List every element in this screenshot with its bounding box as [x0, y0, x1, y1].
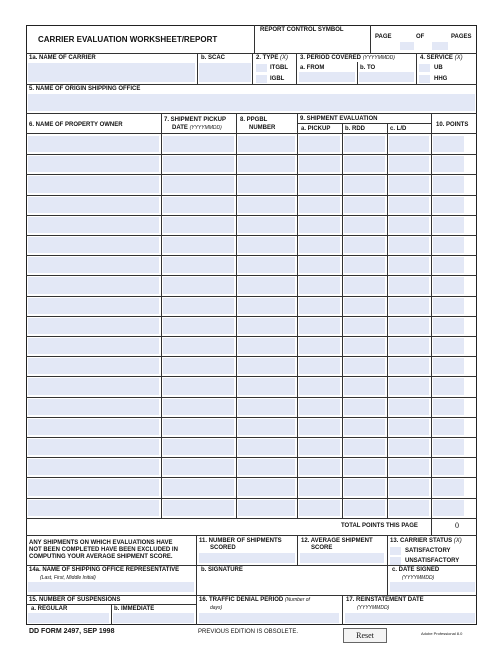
points-cell[interactable] [433, 176, 464, 192]
eval-ld-cell[interactable] [389, 419, 429, 435]
carrier-name-field[interactable] [28, 63, 195, 82]
pickup-date-cell[interactable] [163, 419, 234, 435]
report-control-symbol-label: REPORT CONTROL SYMBOL [260, 27, 344, 33]
owner-cell[interactable] [28, 338, 159, 354]
pickup-date-cell[interactable] [163, 500, 234, 516]
pickup-date-cell[interactable] [163, 378, 234, 394]
points-cell[interactable] [433, 419, 464, 435]
reinstatement-field[interactable] [345, 613, 475, 623]
eval-pickup-cell[interactable] [299, 197, 340, 213]
eval-pickup-cell[interactable] [299, 156, 340, 172]
pickup-date-cell[interactable] [163, 358, 234, 374]
owner-cell[interactable] [28, 156, 159, 172]
points-cell[interactable] [433, 459, 464, 475]
eval-rdd-cell[interactable] [344, 257, 385, 273]
owner-cell[interactable] [28, 479, 159, 495]
eval-pickup-cell[interactable] [299, 439, 340, 455]
eval-rdd-cell[interactable] [344, 479, 385, 495]
eval-pickup-cell[interactable] [299, 500, 340, 516]
pickup-date-cell[interactable] [163, 277, 234, 293]
points-cell[interactable] [433, 136, 464, 152]
status-unsatisfactory-label: UNSATISFACTORY [405, 558, 460, 564]
points-cell[interactable] [433, 399, 464, 415]
denial-period-label: 16. TRAFFIC DENIAL PERIOD (Number of [199, 597, 310, 603]
ppgbl-column-header-line1: 8. PPGBL [240, 117, 268, 123]
ppgbl-cell[interactable] [238, 176, 295, 192]
shipments-scored-field[interactable] [199, 553, 295, 563]
service-ub-label: UB [434, 65, 443, 71]
eval-ld-cell[interactable] [389, 318, 429, 334]
form-id: DD FORM 2497, SEP 1998 [29, 628, 115, 635]
date-signed-format: (YYYYMMDD) [402, 575, 435, 581]
eval-ld-cell[interactable] [389, 277, 429, 293]
eval-ld-column-header: c. L/D [390, 126, 407, 132]
shipments-scored-label-line1: 11. NUMBER OF SHIPMENTS [199, 538, 282, 544]
eval-rdd-cell[interactable] [344, 419, 385, 435]
eval-rdd-cell[interactable] [344, 500, 385, 516]
pickup-date-cell[interactable] [163, 156, 234, 172]
points-cell[interactable] [433, 277, 464, 293]
eval-pickup-cell[interactable] [299, 257, 340, 273]
pickup-date-cell[interactable] [163, 479, 234, 495]
owner-cell[interactable] [28, 318, 159, 334]
ppgbl-cell[interactable] [238, 378, 295, 394]
from-label: a. FROM [300, 65, 325, 71]
ppgbl-cell[interactable] [238, 197, 295, 213]
regular-suspensions-label: a. REGULAR [31, 606, 68, 612]
immediate-suspensions-label: b. IMMEDIATE [114, 606, 155, 612]
ppgbl-cell[interactable] [238, 419, 295, 435]
owner-cell[interactable] [28, 358, 159, 374]
eval-rdd-cell[interactable] [344, 378, 385, 394]
eval-pickup-cell[interactable] [299, 217, 340, 233]
reinstatement-label: 17. REINSTATEMENT DATE [346, 597, 424, 603]
pickup-date-cell[interactable] [163, 257, 234, 273]
owner-cell[interactable] [28, 459, 159, 475]
eval-rdd-cell[interactable] [344, 176, 385, 192]
row-divider [26, 174, 477, 175]
eval-ld-cell[interactable] [389, 136, 429, 152]
total-pages-field[interactable] [432, 42, 448, 50]
eval-pickup-cell[interactable] [299, 399, 340, 415]
denial-period-format: days) [210, 605, 223, 611]
eval-ld-cell[interactable] [389, 237, 429, 253]
eval-rdd-cell[interactable] [344, 459, 385, 475]
eval-rdd-cell[interactable] [344, 358, 385, 374]
scac-field[interactable] [199, 63, 251, 82]
eval-pickup-cell[interactable] [299, 318, 340, 334]
owner-cell[interactable] [28, 378, 159, 394]
exclusion-notice-line1: ANY SHIPMENTS ON WHICH EVALUATIONS HAVE [29, 540, 173, 546]
carrier-name-label: 1a. NAME OF CARRIER [29, 55, 96, 61]
row-divider [26, 255, 477, 256]
total-points-label: TOTAL POINTS THIS PAGE [341, 523, 418, 529]
form-title: CARRIER EVALUATION WORKSHEET/REPORT [38, 35, 218, 44]
points-cell[interactable] [433, 197, 464, 213]
status-satisfactory-label: SATISFACTORY [405, 548, 451, 554]
eval-pickup-cell[interactable] [299, 479, 340, 495]
page-number-field[interactable] [400, 42, 414, 50]
date-signed-label: c. DATE SIGNED [392, 567, 440, 573]
points-cell[interactable] [433, 500, 464, 516]
owner-cell[interactable] [28, 500, 159, 516]
eval-rdd-cell[interactable] [344, 136, 385, 152]
adobe-version-note: Adobe Professional 8.0 [421, 631, 463, 636]
points-cell[interactable] [433, 217, 464, 233]
ppgbl-cell[interactable] [238, 459, 295, 475]
row-divider [26, 215, 477, 216]
eval-pickup-cell[interactable] [299, 459, 340, 475]
ppgbl-cell[interactable] [238, 156, 295, 172]
avg-score-label-line2: SCORE [311, 545, 333, 551]
eval-rdd-cell[interactable] [344, 217, 385, 233]
eval-rdd-cell[interactable] [344, 338, 385, 354]
service-ub-checkbox[interactable] [419, 64, 430, 72]
type-itgbl-checkbox[interactable] [256, 64, 267, 72]
type-igbl-label: IGBL [270, 76, 285, 82]
owner-cell[interactable] [28, 419, 159, 435]
eval-rdd-cell[interactable] [344, 399, 385, 415]
period-from-field[interactable] [299, 72, 355, 82]
eval-pickup-cell[interactable] [299, 237, 340, 253]
ppgbl-cell[interactable] [238, 399, 295, 415]
type-igbl-checkbox[interactable] [256, 75, 267, 83]
eval-rdd-cell[interactable] [344, 298, 385, 314]
eval-ld-cell[interactable] [389, 338, 429, 354]
suspensions-label: 15. NUMBER OF SUSPENSIONS [29, 597, 121, 603]
reinstatement-format: (YYYYMMDD) [357, 605, 390, 611]
points-cell[interactable] [433, 439, 464, 455]
eval-pickup-cell[interactable] [299, 298, 340, 314]
owner-column-header: 6. NAME OF PROPERTY OWNER [29, 122, 123, 128]
points-cell[interactable] [433, 156, 464, 172]
scac-label: b. SCAC [201, 55, 225, 61]
pickup-date-cell[interactable] [163, 439, 234, 455]
eval-ld-cell[interactable] [389, 217, 429, 233]
points-cell[interactable] [433, 358, 464, 374]
status-unsatisfactory-checkbox[interactable] [390, 557, 401, 565]
owner-cell[interactable] [28, 439, 159, 455]
ppgbl-cell[interactable] [238, 277, 295, 293]
rep-name-field[interactable] [28, 582, 194, 592]
avg-score-field[interactable] [300, 553, 384, 563]
owner-cell[interactable] [28, 277, 159, 293]
points-cell[interactable] [433, 257, 464, 273]
pickup-date-cell[interactable] [163, 298, 234, 314]
eval-ld-cell[interactable] [389, 358, 429, 374]
points-cell[interactable] [433, 338, 464, 354]
eval-ld-cell[interactable] [389, 439, 429, 455]
ppgbl-cell[interactable] [238, 257, 295, 273]
points-cell[interactable] [433, 378, 464, 394]
eval-rdd-cell[interactable] [344, 277, 385, 293]
service-hhg-label: HHG [434, 76, 448, 82]
row-divider [26, 417, 477, 418]
service-hhg-checkbox[interactable] [419, 75, 430, 83]
owner-cell[interactable] [28, 298, 159, 314]
points-cell[interactable] [433, 237, 464, 253]
points-cell[interactable] [433, 479, 464, 495]
type-label: 2. TYPE (X) [256, 55, 289, 61]
owner-cell[interactable] [28, 136, 159, 152]
eval-rdd-column-header: b. RDD [345, 126, 365, 132]
row-divider [26, 275, 477, 276]
eval-rdd-cell[interactable] [344, 318, 385, 334]
page-label: PAGE [375, 34, 392, 40]
eval-ld-cell[interactable] [389, 479, 429, 495]
row-divider [26, 356, 477, 357]
eval-rdd-cell[interactable] [344, 439, 385, 455]
rep-name-label: 14a. NAME OF SHIPPING OFFICE REPRESENTATIVE [29, 567, 180, 573]
eval-ld-cell[interactable] [389, 459, 429, 475]
ppgbl-cell[interactable] [238, 439, 295, 455]
eval-pickup-cell[interactable] [299, 176, 340, 192]
pickup-date-cell[interactable] [163, 318, 234, 334]
eval-pickup-column-header: a. PICKUP [301, 126, 331, 132]
row-divider [26, 296, 477, 297]
total-points-value: 0 [455, 521, 459, 530]
service-label: 4. SERVICE (X) [420, 55, 463, 61]
row-divider [26, 154, 477, 155]
row-divider [26, 376, 477, 377]
ppgbl-cell[interactable] [238, 500, 295, 516]
origin-office-field[interactable] [28, 94, 475, 111]
ppgbl-cell[interactable] [238, 318, 295, 334]
row-divider [26, 235, 477, 236]
regular-suspensions-field[interactable] [28, 613, 109, 623]
carrier-status-label: 13. CARRIER STATUS (X) [390, 538, 462, 544]
pickup-date-cell[interactable] [163, 237, 234, 253]
pickup-date-column-header-line1: 7. SHIPMENT PICKUP [164, 117, 227, 123]
row-divider [26, 498, 477, 499]
row-divider [26, 316, 477, 317]
rep-name-format: (Last, First, Middle Initial) [40, 575, 96, 581]
reset-button[interactable]: Reset [343, 628, 387, 643]
immediate-suspensions-field[interactable] [113, 613, 194, 623]
obsolete-notice: PREVIOUS EDITION IS OBSOLETE. [198, 629, 299, 635]
eval-ld-cell[interactable] [389, 156, 429, 172]
eval-ld-cell[interactable] [389, 257, 429, 273]
date-signed-field[interactable] [390, 582, 475, 592]
points-column-header: 10. POINTS [436, 122, 469, 128]
pickup-date-cell[interactable] [163, 136, 234, 152]
eval-ld-cell[interactable] [389, 378, 429, 394]
owner-cell[interactable] [28, 237, 159, 253]
shipments-scored-label-line2: SCORED [210, 545, 236, 551]
denial-period-field[interactable] [199, 613, 339, 623]
of-label: OF [416, 34, 425, 40]
owner-cell[interactable] [28, 197, 159, 213]
owner-cell[interactable] [28, 257, 159, 273]
eval-pickup-cell[interactable] [299, 277, 340, 293]
row-divider [26, 195, 477, 196]
ppgbl-cell[interactable] [238, 479, 295, 495]
points-cell[interactable] [433, 298, 464, 314]
row-divider [26, 477, 477, 478]
row-divider [26, 457, 477, 458]
eval-rdd-cell[interactable] [344, 197, 385, 213]
eval-pickup-cell[interactable] [299, 378, 340, 394]
owner-cell[interactable] [28, 217, 159, 233]
avg-score-label-line1: 12. AVERAGE SHIPMENT [301, 538, 373, 544]
period-to-field[interactable] [359, 72, 414, 82]
eval-pickup-cell[interactable] [299, 338, 340, 354]
pickup-date-column-header-line2: DATE (YYYYMMDD) [172, 125, 222, 131]
to-label: b. TO [360, 65, 376, 71]
origin-office-label: 5. NAME OF ORIGIN SHIPPING OFFICE [29, 86, 141, 92]
pickup-date-cell[interactable] [163, 399, 234, 415]
ppgbl-column-header-line2: NUMBER [249, 125, 276, 131]
ppgbl-cell[interactable] [238, 338, 295, 354]
eval-pickup-cell[interactable] [299, 136, 340, 152]
eval-rdd-cell[interactable] [344, 237, 385, 253]
exclusion-notice-line2: NOT BEEN COMPLETED HAVE BEEN EXCLUDED IN [29, 547, 178, 553]
eval-pickup-cell[interactable] [299, 419, 340, 435]
ppgbl-cell[interactable] [238, 217, 295, 233]
eval-rdd-cell[interactable] [344, 156, 385, 172]
ppgbl-cell[interactable] [238, 237, 295, 253]
pickup-date-cell[interactable] [163, 459, 234, 475]
pickup-date-cell[interactable] [163, 197, 234, 213]
ppgbl-cell[interactable] [238, 358, 295, 374]
period-covered-label: 3. PERIOD COVERED (YYYYMMDD) [300, 55, 395, 61]
pages-label: PAGES [451, 34, 472, 40]
pickup-date-cell[interactable] [163, 217, 234, 233]
pickup-date-cell[interactable] [163, 176, 234, 192]
eval-pickup-cell[interactable] [299, 358, 340, 374]
eval-ld-cell[interactable] [389, 176, 429, 192]
row-divider [26, 336, 477, 337]
row-divider [26, 437, 477, 438]
eval-ld-cell[interactable] [389, 500, 429, 516]
ppgbl-cell[interactable] [238, 298, 295, 314]
evaluation-column-header: 9. SHIPMENT EVALUATION [300, 116, 378, 122]
eval-ld-cell[interactable] [389, 298, 429, 314]
status-satisfactory-checkbox[interactable] [390, 547, 401, 555]
exclusion-notice-line3: COMPUTING YOUR AVERAGE SHIPMENT SCORE. [29, 554, 173, 560]
points-cell[interactable] [433, 318, 464, 334]
type-itgbl-label: ITGBL [270, 65, 288, 71]
eval-ld-cell[interactable] [389, 197, 429, 213]
pickup-date-cell[interactable] [163, 338, 234, 354]
signature-label: b. SIGNATURE [201, 567, 243, 573]
owner-cell[interactable] [28, 176, 159, 192]
owner-cell[interactable] [28, 399, 159, 415]
row-divider [26, 397, 477, 398]
ppgbl-cell[interactable] [238, 136, 295, 152]
eval-ld-cell[interactable] [389, 399, 429, 415]
